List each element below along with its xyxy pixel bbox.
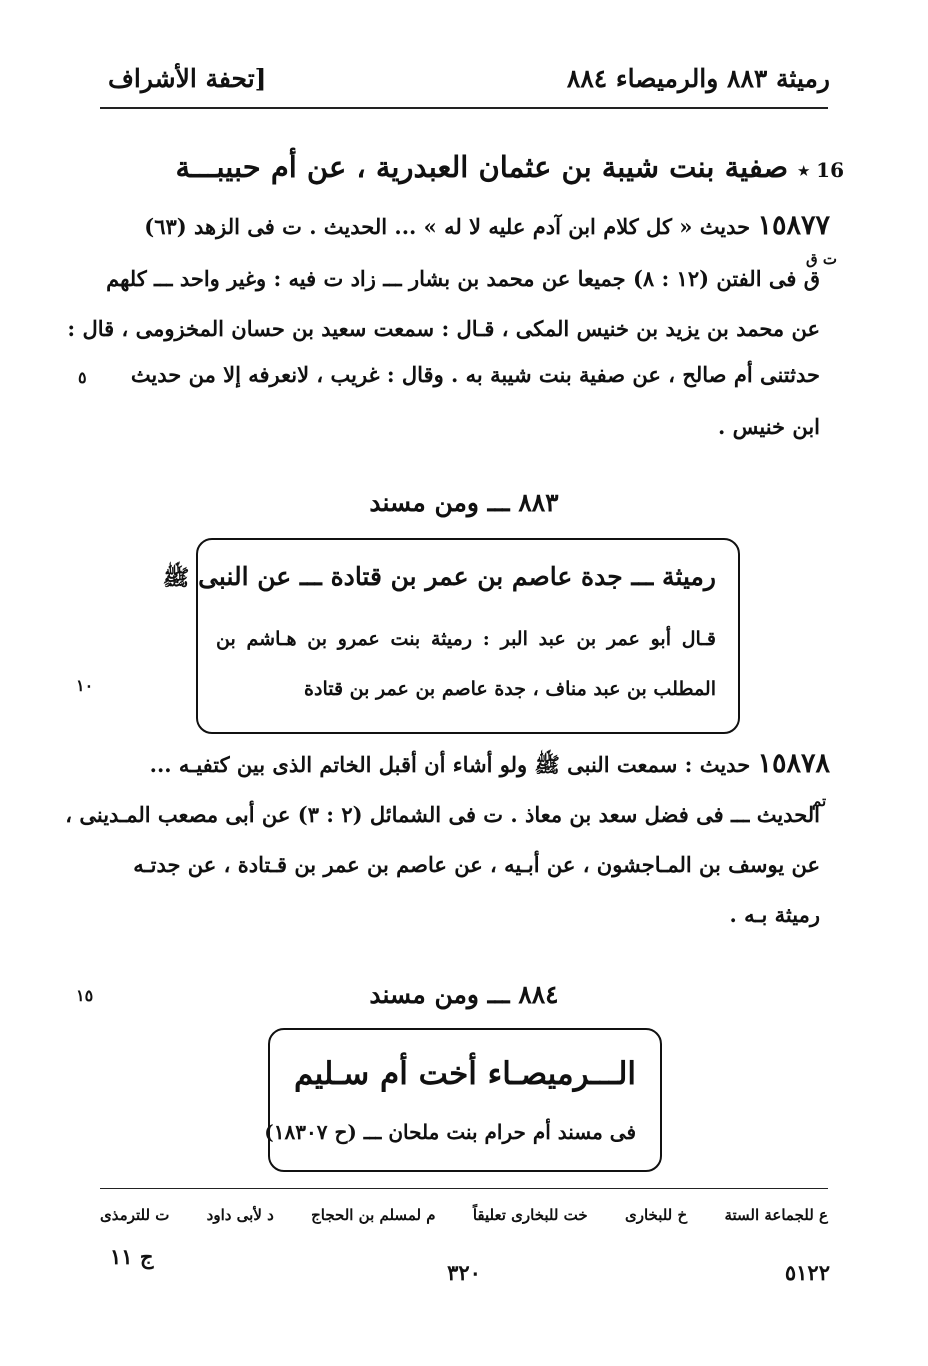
hadith-line: حديث : سمعت النبى ﷺ ولو أشاء أن أقبل الخاتم الذى بين كتفيـه ... [149, 752, 751, 777]
box-line: المطلب بن عبد مناف ، جدة عاصم بن عمر بن قتادة [304, 678, 716, 700]
margin-sigla: ت ق [806, 250, 837, 268]
musnad-box-884 [264, 1028, 662, 1172]
running-head-right: رميثة ٨٨٣ والرميصاء ٨٨٤ [566, 64, 830, 93]
legend-item: ت للترمذى [100, 1206, 170, 1224]
box-line: فى مسند أم حرام بنت ملحان ـــ (ح ١٨٣٠٧) [264, 1120, 636, 1144]
musnad-box-883 [162, 538, 740, 734]
line-number-15: ١٥ [76, 986, 94, 1005]
hadith-line: حديث « كل كلام ابن آدم عليه لا له » ... الحديث . ت فى الزهد (٦٣) [144, 214, 751, 239]
legend-item: د لأبى داود [206, 1206, 274, 1224]
footer-rule [100, 1188, 828, 1189]
running-head-left: [تحفة الأشراف [108, 64, 267, 93]
entry-title [104, 150, 844, 184]
line-number-10: ١٠ [76, 676, 94, 695]
pbuh-symbol: ﷺ [162, 565, 190, 591]
line-number-5: ٥ [78, 368, 87, 387]
page-number: ٣٢٠ [447, 1260, 481, 1285]
legend-item: خ للبخارى [624, 1206, 688, 1224]
box-line: قـال أبو عمر بن عبد البر : رميثة بنت عمرو بن هـاشم بن [216, 628, 716, 650]
legend-item: ع للجماعة الستة [724, 1206, 828, 1224]
hadith-number: ١٥٨٧٧ [757, 210, 830, 241]
margin-sigla: تم [812, 792, 827, 810]
hadith-line: ق فى الفتن (١٢ : ٨) جميعا عن محمد بن بشار ـــ زاد ت فيه : وغير واحد ـــ كلهم [106, 266, 820, 291]
header-rule [100, 107, 828, 109]
legend-item: خت للبخارى تعليقاً [472, 1206, 588, 1224]
box-title-text: رميثة ـــ جدة عاصم بن عمر بن قتادة ـــ عن النبى [198, 562, 716, 591]
section-heading-883: ٨٨٣ ـــ ومن مسند [369, 488, 559, 517]
hadith-line: حدثتنى أم صالح ، عن صفية بنت شيبة به . وقال : غريب ، لانعرفه إلا من حديث [130, 362, 820, 387]
hadith-line: رميثة بـه . [729, 902, 820, 927]
volume-number: ج ١١ [110, 1244, 154, 1269]
sigla-legend [100, 1200, 828, 1230]
hadith-line: عن محمد بن يزيد بن خنيس المكى ، قـال : سمعت سعيد بن حسان المخزومى ، قال : [67, 316, 820, 341]
hadith-number: ١٥٨٧٨ [757, 748, 830, 779]
serial-number: ٥١٢٢ [784, 1260, 830, 1285]
hadith-line: الحديث ـــ فى فضل سعد بن معاذ . ت فى الشمائل (٢ : ٣) عن أبى مصعب المـدينى ، [65, 802, 820, 827]
legend-item: م لمسلم بن الحجاج [311, 1206, 436, 1224]
box-title [163, 562, 716, 596]
hadith-line: ابن خنيس . [717, 414, 820, 439]
hadith-15877-first-line [100, 210, 830, 241]
hadith-line: عن يوسف بن المـاجشون ، عن أبـيه ، عن عاصم بن عمر بن قـتادة ، عن جدتـه [133, 852, 820, 877]
section-heading-884: ٨٨٤ ـــ ومن مسند [369, 980, 559, 1009]
entry-title-text: صفية بنت شيبة بن عثمان العبدرية ، عن أم حبيبـــة [175, 150, 789, 184]
entry-marker: 16 ٭ [798, 158, 844, 182]
hadith-15878-first-line [100, 748, 830, 783]
box-title: الـــرميصـاء أخت أم سـليم [293, 1056, 636, 1092]
